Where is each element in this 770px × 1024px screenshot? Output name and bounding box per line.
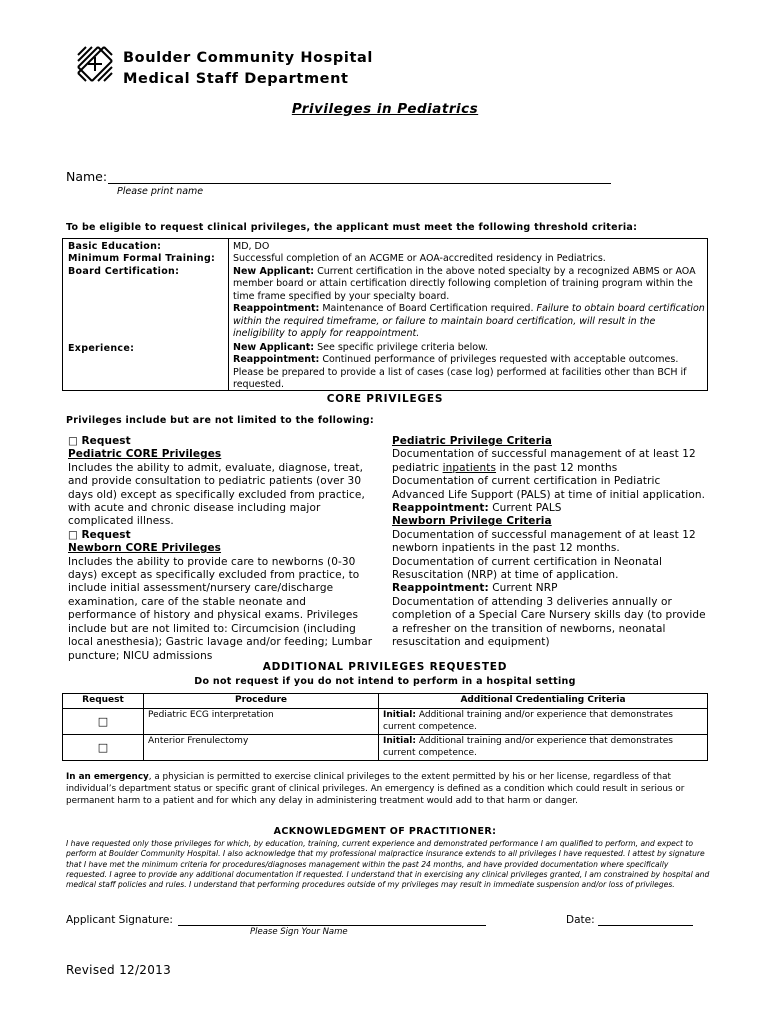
newborn-criteria-title: Newborn Privilege Criteria (392, 515, 552, 528)
board-certification-value (233, 266, 705, 340)
board-new-label: New Applicant: (233, 266, 315, 277)
signature-hint: Please Sign Your Name (250, 927, 348, 937)
acknowledgment-header: ACKNOWLEDGMENT OF PRACTITIONER: (273, 826, 497, 837)
additional-privileges-table (62, 693, 708, 761)
checkbox-icon[interactable]: □ (97, 740, 109, 754)
min-training-value: Successful completion of an ACGME or AOA-accredited residency in Pediatrics. (233, 253, 606, 264)
hospital-logo-icon (76, 45, 114, 83)
experience-label: Experience: (68, 343, 135, 354)
peds-crit-b: in the past 12 months (496, 461, 618, 474)
exp-new-text: See specific privilege criteria below. (314, 342, 488, 353)
core-left-column (68, 435, 373, 663)
signature-input-line[interactable] (178, 925, 486, 926)
newborn-reappointment (392, 582, 707, 595)
criteria-text: Additional training and/or experience that demonstrates current competence. (383, 710, 673, 732)
peds-criteria-management (392, 448, 707, 475)
exp-new-label: New Applicant: (233, 342, 315, 353)
min-training-label: Minimum Formal Training: (68, 253, 216, 264)
board-reapp-label: Reappointment: (233, 303, 320, 315)
peds-criteria-title: Pediatric Privilege Criteria (392, 435, 552, 447)
request-label: Request (81, 435, 131, 447)
table-row (63, 735, 708, 761)
criteria-table-divider (228, 238, 229, 391)
newborn-request[interactable] (68, 529, 373, 542)
newborn-core-desc: Includes the ability to provide care to newborns (0-30 days) except as specifically excluded from practice, to include initial assessment/nursery care/discharge examination, care of the stable neonate and performance of history and physical exams. Privileges include but are not limited to: Circumcision (including local anesthesia); Gastric lavage and/or feeding; Lumbar puncture; NICU admissions (68, 555, 373, 662)
emergency-text: , a physician is permitted to exercise clinical privileges to the extent permitted by his or her license, regardless of that individual’s department status or specific grant of clinical privileges. An emergency is defined as a condition which could result in serious or permanent harm to a patient and for which any delay in administering treatment would add to that harm or danger. (66, 772, 685, 807)
criteria-cell (379, 735, 708, 761)
date-input-line[interactable] (598, 925, 693, 926)
procedure-cell: Anterior Frenulectomy (144, 735, 379, 761)
exp-reapp-text: Continued performance of privileges requested with acceptable outcomes. Please be prepared to provide a list of cases (case log) performed at facilities other than BCH if requested. (233, 354, 687, 391)
newborn-reapp-label: Reappointment: (392, 582, 489, 595)
board-reapp-italic: Failure to obtain board certification within the required timeframe, or failure to maintain board certification, will result in the ineligibility to apply for reappointment. (233, 303, 705, 340)
basic-education-value: MD, DO (233, 241, 270, 252)
revised-date: Revised 12/2013 (66, 963, 172, 977)
table-row (63, 709, 708, 735)
request-label: Request (81, 528, 131, 541)
additional-privileges-subheader: Do not request if you do not intend to perform in a hospital setting (194, 676, 576, 687)
col-criteria: Additional Credentialing Criteria (379, 694, 708, 709)
additional-privileges-header: ADDITIONAL PRIVILEGES REQUESTED (262, 661, 508, 673)
initial-label: Initial: (383, 710, 416, 720)
hospital-title: Boulder Community Hospital (123, 50, 373, 66)
checkbox-icon[interactable]: □ (97, 714, 109, 728)
peds-crit-inpatients: inpatients (442, 461, 497, 474)
signature-label: Applicant Signature: (66, 914, 173, 926)
newborn-criteria-deliveries: Documentation of attending 3 deliveries annually or completion of a Special Care Nursery skills day (to provide a refresher on the transition of newborns, neonatal resuscitation and equipment) (392, 595, 706, 649)
basic-education-label: Basic Education: (68, 241, 162, 252)
threshold-intro: To be eligible to request clinical privileges, the applicant must meet the following threshold criteria: (66, 222, 638, 233)
board-certification-label: Board Certification: (68, 266, 180, 277)
name-label: Name: (66, 169, 108, 184)
experience-value (233, 342, 705, 392)
newborn-criteria-nrp: Documentation of current certification in Neonatal Resuscitation (NRP) at time of application. (392, 555, 663, 582)
newborn-criteria-management: Documentation of successful management of at least 12 newborn inpatients in the past 12 months. (392, 528, 696, 555)
request-cell[interactable] (63, 735, 144, 761)
peds-reapp-label: Reappointment: (392, 502, 489, 515)
board-reapp-text: Maintenance of Board Certification required. (319, 303, 537, 315)
peds-crit-a: Documentation of successful management of at least 12 pediatric (392, 448, 696, 474)
peds-core-title: Pediatric CORE Privileges (68, 448, 222, 461)
peds-reappointment (392, 502, 707, 515)
peds-criteria-pals: Documentation of current certification in Pediatric Advanced Life Support (PALS) at time of initial application. (392, 475, 706, 501)
acknowledgment-text: I have requested only those privileges for which, by education, training, current experience and demonstrated performance I am qualified to perform, and expect to perform at Boulder Community Hospital. I also acknowledge that my professional malpractice insurance extends to all privileges I have requested. I attest by signature that I have met the minimum criteria for procedures/diagnoses management within the past 24 months, and have provided documentation where specifically requested. I agree to provide any additional documentation if requested. I understand that in exercising any clinical privileges granted, I am constrained by hospital and medical staff policies and rules. I understand that performing procedures outside of my privileges may result in immediate suspension and/or loss of privileges. (66, 839, 710, 890)
checkbox-icon[interactable]: □ (68, 435, 79, 447)
core-privileges-header: CORE PRIVILEGES (326, 393, 444, 405)
board-new-text: Current certification in the above noted specialty by a recognized ABMS or AOA member board or attain certification directly following completion of training program within the time frame specified by your specialty board. (233, 266, 696, 302)
table-header-row (63, 694, 708, 709)
criteria-text: Additional training and/or experience that demonstrates current competence. (383, 736, 673, 758)
checkbox-icon[interactable]: □ (68, 528, 79, 541)
exp-reapp-label: Reappointment: (233, 354, 320, 366)
core-right-column (392, 435, 707, 650)
core-intro: Privileges include but are not limited to the following: (66, 415, 374, 426)
newborn-core-title: Newborn CORE Privileges (68, 542, 222, 555)
date-label: Date: (566, 914, 595, 926)
peds-reapp-text: Current PALS (488, 502, 562, 515)
name-input-line[interactable] (108, 183, 611, 184)
procedure-cell: Pediatric ECG interpretation (144, 709, 379, 735)
peds-request[interactable] (68, 435, 373, 448)
emergency-paragraph (66, 771, 711, 808)
page-title: Privileges in Pediatrics (291, 101, 479, 117)
newborn-reapp-text: Current NRP (488, 582, 558, 595)
department-title: Medical Staff Department (123, 71, 349, 87)
hospital-name (123, 48, 373, 90)
peds-core-desc: Includes the ability to admit, evaluate, diagnose, treat, and provide consultation to pediatric patients (over 30 days old) except as specifically excluded from practice, with acute and chronic disease including major complicated illness. (68, 461, 365, 528)
initial-label: Initial: (383, 736, 416, 746)
col-request: Request (63, 694, 144, 709)
criteria-cell (379, 709, 708, 735)
col-procedure: Procedure (144, 694, 379, 709)
name-hint: Please print name (117, 186, 204, 197)
request-cell[interactable] (63, 709, 144, 735)
emergency-lead: In an emergency (66, 772, 149, 782)
